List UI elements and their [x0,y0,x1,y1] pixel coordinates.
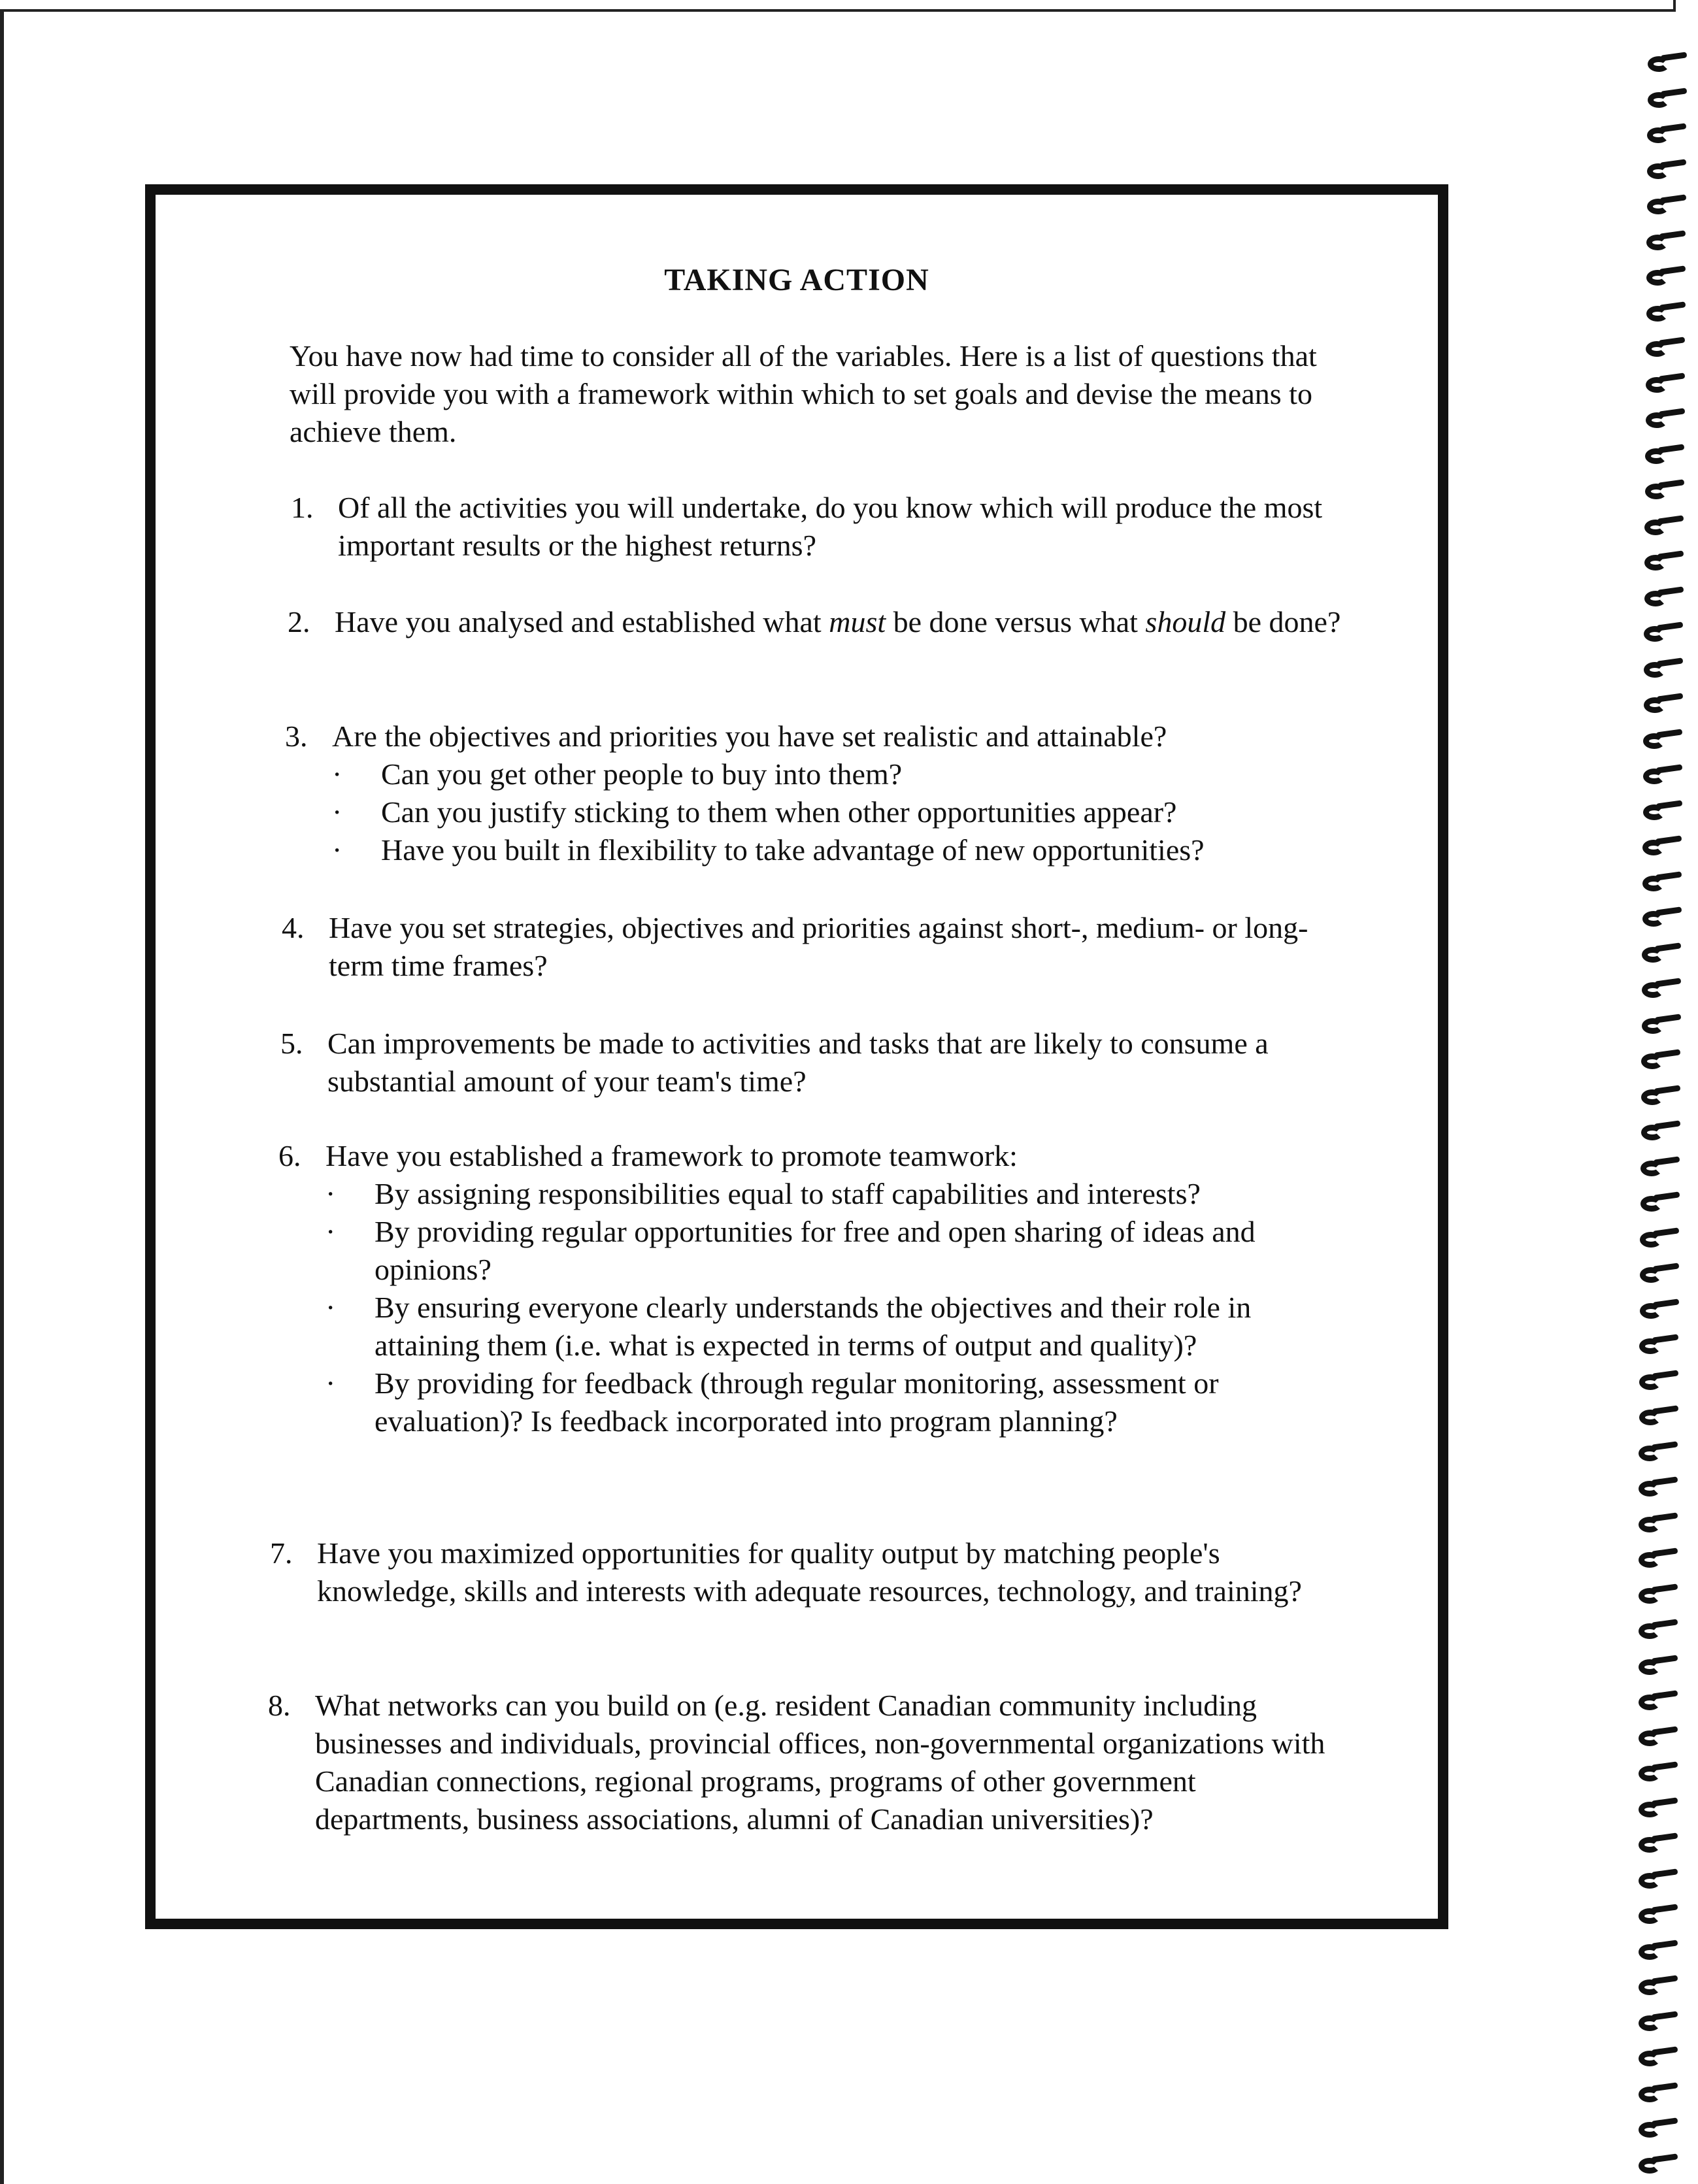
coil-wire [1652,2117,1678,2126]
coil-wire [1657,515,1684,524]
binding-coil [1639,729,1681,752]
emphasis-must: must [829,605,886,638]
question-6 [278,1137,1350,1440]
bullet-dot: · [325,1366,336,1400]
coil-wire [1652,1904,1678,1913]
question-number: 2. [288,605,310,638]
question-number: 6. [278,1139,301,1172]
bullet-dot: · [325,1215,336,1248]
bullet-item [325,1365,1350,1440]
coil-wire [1652,1299,1679,1308]
coil-wire [1652,1547,1678,1557]
binding-coil [1635,1334,1677,1357]
binding-coil [1643,124,1685,146]
binding-coil [1635,1869,1676,1891]
binding-coil [1635,1619,1676,1642]
question-text: Have you maximized opportunities for quality output by matching people's knowledge, skills and interests with adequate resources, technology, and training? [317,1536,1302,1608]
coil-wire [1652,1370,1679,1379]
coil-wire [1661,52,1688,61]
binding-coil [1635,1584,1676,1606]
question-number: 7. [270,1536,293,1570]
bullet-text: Can you get other people to buy into them? [381,757,903,791]
bullet-text: Have you built in flexibility to take advantage of new opportunities? [381,833,1205,867]
binding-coil [1638,978,1680,1001]
binding-coil [1636,1263,1678,1285]
bullet-text: By ensuring everyone clearly understands the objectives and their role in attaining them (i.e. what is expected in terms of output and quality)? [375,1291,1252,1362]
question-text-part: Have you analysed and established what [335,605,829,638]
question-text-part: be done? [1225,605,1341,638]
question-7 [270,1534,1342,1610]
binding-coil [1639,765,1681,787]
coil-wire [1659,337,1686,346]
coil-wire [1660,159,1687,168]
binding-coil [1642,302,1684,324]
content-box [145,184,1448,1929]
content-area [156,195,1438,1919]
bullet-dot: · [325,1291,336,1324]
coil-wire [1657,479,1684,488]
binding-coil [1636,1299,1678,1321]
binding-coil [1642,266,1684,288]
coil-wire [1655,906,1682,916]
question-3 [285,718,1357,869]
coil-wire [1658,372,1685,382]
coil-wire [1654,1049,1681,1058]
coil-wire [1653,1263,1680,1272]
binding-coil [1635,1833,1676,1855]
coil-wire [1657,657,1684,667]
binding-coil [1635,1976,1676,1998]
binding-coil [1638,1014,1680,1036]
question-number: 5. [280,1027,303,1060]
coil-wire [1652,1832,1678,1842]
coil-wire [1659,194,1686,203]
binding-coil [1636,1228,1678,1250]
binding-coil [1635,1727,1676,1749]
bullet-item [332,831,1357,869]
binding-coil [1635,1406,1677,1428]
intro-paragraph: You have now had time to consider all of the variables. Here is a list of questions that will provide you with a framework within which to set goals and devise the means to achieve them. [290,339,1317,448]
binding-coil [1637,1121,1679,1143]
question-text: What networks can you build on (e.g. resident Canadian community including businesses and individuals, provincial offices, non-governmental organizations with Canadian connections, regional programs, programs of other government departments, business associations, alumni of Canadian universities)? [315,1689,1325,1836]
binding-coil [1641,444,1683,467]
binding-coil [1642,408,1684,431]
coil-wire [1660,88,1687,97]
binding-coil [1639,907,1680,929]
binding-coil [1635,2118,1676,2140]
coil-wire [1652,1690,1678,1699]
coil-wire [1656,871,1682,880]
bullet-text: By assigning responsibilities equal to staff capabilities and interests? [375,1177,1201,1210]
question-text-part: be done versus what [886,605,1146,638]
binding-coil [1635,1762,1676,1784]
page-left-edge [0,9,4,2184]
binding-coil [1642,231,1684,253]
coil-wire [1659,265,1686,274]
coil-wire [1652,2046,1678,2055]
binding-coil [1637,1085,1679,1108]
question-text: Of all the activities you will undertake, do you know which will produce the most important results or the highest returns? [338,491,1323,562]
binding-coil [1638,943,1680,965]
coil-wire [1652,1797,1678,1806]
coil-wire [1658,408,1685,417]
question-4 [282,909,1354,985]
binding-coil [1644,52,1686,74]
question-2 [288,603,1359,641]
bullet-list [332,755,1357,869]
binding-coil [1637,1050,1679,1072]
coil-wire [1659,301,1686,310]
coil-wire [1654,1120,1680,1129]
coil-wire [1656,764,1683,773]
binding-coil [1635,2011,1676,2034]
coil-wire [1654,1156,1680,1165]
binding-coil [1643,195,1685,217]
coil-wire [1654,978,1681,987]
coil-wire [1652,1441,1678,1450]
bullet-dot: · [325,1177,336,1210]
bullet-dot: · [332,757,342,791]
question-number: 8. [268,1689,291,1722]
binding-coil [1635,1798,1676,1820]
question-8 [268,1687,1340,1838]
coil-wire [1653,1191,1680,1200]
bullet-text: By providing for feedback (through regular monitoring, assessment or evaluation)? Is feedback incorporated into program planning? [375,1366,1219,1438]
coil-wire [1652,1940,1678,1949]
coil-wire [1652,1334,1679,1343]
binding-coil [1642,337,1684,359]
binding-coil [1639,836,1680,858]
question-text: Have you set strategies, objectives and priorities against short-, medium- or long-term time frames? [329,911,1308,982]
bullet-dot: · [332,833,342,867]
binding-coil [1635,1904,1676,1927]
coil-wire [1652,1405,1678,1414]
binding-coil [1635,1548,1676,1570]
coil-wire [1652,1512,1678,1521]
coil-wire [1652,1476,1678,1485]
question-1 [291,489,1363,565]
coil-wire [1660,123,1687,132]
binding-coil [1640,658,1682,680]
binding-coil [1643,159,1685,182]
question-text: Can improvements be made to activities and tasks that are likely to consume a substantial amount of your team's time? [327,1027,1269,1098]
question-text: Have you established a framework to promote teamwork: [325,1139,1018,1172]
question-body [332,718,1357,869]
coil-wire [1652,1583,1678,1593]
coil-wire [1652,2011,1678,2020]
binding-coil [1637,1157,1678,1179]
binding-coil [1640,587,1682,609]
coil-wire [1656,800,1682,809]
spiral-binding [1644,52,1696,2184]
bullet-item [325,1289,1350,1365]
coil-wire [1652,1975,1678,1984]
coil-wire [1659,230,1686,239]
question-number: 1. [291,491,314,524]
coil-wire [1652,1761,1678,1770]
binding-coil [1635,1477,1676,1499]
coil-wire [1656,729,1683,738]
binding-coil [1635,1370,1677,1393]
coil-wire [1654,1085,1680,1094]
coil-wire [1657,621,1684,631]
binding-coil [1635,2083,1676,2105]
bullet-item [332,793,1357,831]
question-body [325,1137,1350,1440]
binding-coil [1635,1513,1676,1535]
coil-wire [1654,1014,1681,1023]
binding-coil [1639,872,1680,894]
question-5 [280,1025,1352,1100]
bullet-text: By providing regular opportunities for free and open sharing of ideas and opinions? [375,1215,1256,1286]
binding-coil [1639,801,1681,823]
page-title: TAKING ACTION [664,263,929,297]
question-text: Are the objectives and priorities you have set realistic and attainable? [332,720,1167,753]
bullet-dot: · [332,795,342,829]
emphasis-should: should [1145,605,1226,638]
binding-coil [1635,2047,1676,2069]
binding-coil [1635,1940,1676,1962]
coil-wire [1652,1726,1678,1735]
bullet-text: Can you justify sticking to them when other opportunities appear? [381,795,1177,829]
binding-coil [1640,622,1682,644]
coil-wire [1658,444,1685,453]
bullet-item [332,755,1357,793]
binding-coil [1635,1691,1676,1713]
coil-wire [1656,693,1683,702]
binding-coil [1635,1442,1676,1464]
question-text [335,603,1359,641]
binding-coil [1640,551,1682,573]
question-number: 3. [285,720,308,753]
binding-coil [1640,516,1682,538]
bullet-list [325,1175,1350,1440]
page-top-edge [0,0,1676,12]
bullet-item [325,1175,1350,1213]
binding-coil [1635,1655,1676,1678]
coil-wire [1655,942,1682,951]
coil-wire [1656,835,1682,844]
binding-coil [1640,693,1682,716]
binding-coil [1635,2154,1676,2176]
binding-coil [1641,480,1683,502]
binding-coil [1644,88,1686,110]
coil-wire [1652,1868,1678,1878]
coil-wire [1653,1227,1680,1236]
coil-wire [1652,1619,1678,1628]
question-number: 4. [282,911,305,944]
binding-coil [1642,373,1684,395]
coil-wire [1652,2082,1678,2091]
coil-wire [1652,2153,1678,2162]
bullet-item [325,1213,1350,1289]
binding-coil [1637,1192,1678,1214]
coil-wire [1657,586,1684,595]
coil-wire [1657,550,1684,559]
coil-wire [1652,1655,1678,1664]
